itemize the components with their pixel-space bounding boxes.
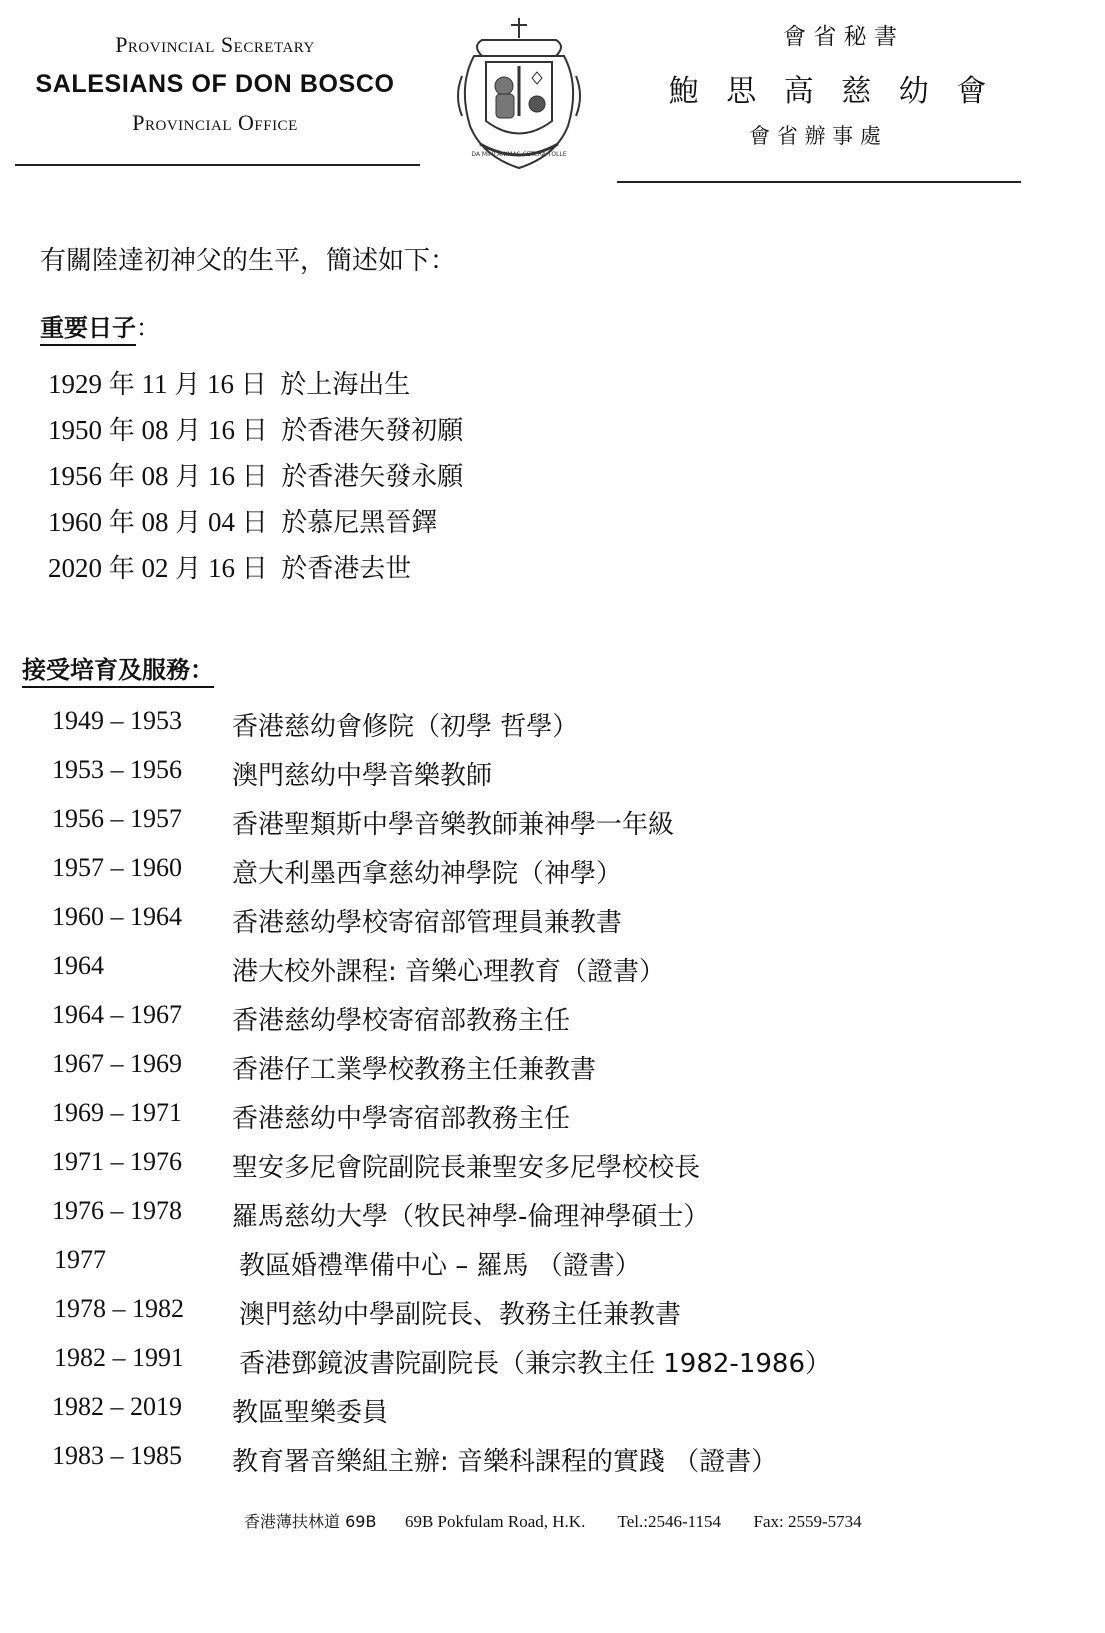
service-years: 1957 – 1960 bbox=[52, 853, 182, 882]
service-years: 1964 – 1967 bbox=[52, 1000, 182, 1029]
service-description: 香港仔工業學校教務主任兼教書 bbox=[232, 1055, 597, 1085]
salesian-crest-logo bbox=[452, 16, 587, 178]
service-list bbox=[52, 706, 1092, 1490]
service-years: 1982 – 2019 bbox=[52, 1392, 182, 1421]
date-row: 1929 年 11 月 16 日 於上海出生 bbox=[48, 369, 411, 400]
service-description: 教區聖樂委員 bbox=[232, 1398, 389, 1428]
service-row bbox=[52, 1147, 1092, 1196]
service-description: 香港鄧鏡波書院副院長（兼宗教主任 1982-1986） bbox=[239, 1349, 831, 1379]
service-section-heading bbox=[22, 650, 214, 685]
dates-list bbox=[48, 364, 463, 594]
service-years: 1982 – 1991 bbox=[54, 1343, 184, 1372]
header-provincial-secretary: Provincial Secretary bbox=[115, 32, 315, 57]
dates-section-heading: 重要日子： bbox=[40, 308, 160, 343]
service-years: 1967 – 1969 bbox=[52, 1049, 182, 1078]
service-description: 香港慈幼中學寄宿部教務主任 bbox=[232, 1104, 571, 1134]
service-years: 1976 – 1978 bbox=[52, 1196, 182, 1225]
header-provincial-office: Provincial Office bbox=[132, 110, 298, 135]
service-years: 1953 – 1956 bbox=[52, 755, 182, 784]
service-description: 聖安多尼會院副院長兼聖安多尼學校校長 bbox=[232, 1153, 701, 1183]
crest-motto: DA MIHI ANIMAS CETERA TOLLE bbox=[471, 151, 567, 158]
header-org-name-zh: 鮑 思 高 慈 幼 會 bbox=[668, 74, 987, 109]
service-years: 1978 – 1982 bbox=[54, 1294, 184, 1323]
service-row bbox=[52, 706, 1092, 755]
service-description: 意大利墨西拿慈幼神學院（神學） bbox=[232, 859, 623, 889]
service-description: 教育署音樂組主辦: 音樂科課程的實踐 （證書） bbox=[232, 1447, 778, 1477]
date-row: 2020 年 02 月 16 日 於香港去世 bbox=[48, 553, 412, 584]
header-provincial-secretary-zh: 會 省 秘 書 bbox=[783, 24, 897, 50]
service-years: 1977 bbox=[54, 1245, 106, 1274]
service-row bbox=[52, 755, 1092, 804]
service-description: 香港慈幼學校寄宿部教務主任 bbox=[232, 1006, 571, 1036]
header-org-name: SALESIANS OF DON BOSCO bbox=[35, 70, 395, 98]
service-years: 1949 – 1953 bbox=[52, 706, 182, 735]
service-row bbox=[52, 1343, 1092, 1392]
service-row bbox=[52, 1245, 1092, 1294]
service-description: 港大校外課程: 音樂心理教育（證書） bbox=[232, 957, 666, 987]
service-description: 教區婚禮準備中心 – 羅馬 （證書） bbox=[239, 1251, 641, 1281]
service-row bbox=[52, 853, 1092, 902]
footer-tel: Tel.:2546-1154 bbox=[617, 1512, 722, 1531]
service-row bbox=[52, 1441, 1092, 1490]
date-row: 1960 年 08 月 04 日 於慕尼黑晉鐸 bbox=[48, 507, 438, 538]
header-provincial-office-zh: 會 省 辦 事 處 bbox=[749, 124, 881, 148]
service-description: 澳門慈幼中學音樂教師 bbox=[232, 761, 493, 791]
service-row bbox=[52, 1049, 1092, 1098]
service-description: 香港慈幼學校寄宿部管理員兼教書 bbox=[232, 908, 623, 938]
service-row bbox=[52, 902, 1092, 951]
service-row bbox=[52, 1294, 1092, 1343]
service-description: 香港聖類斯中學音樂教師兼神學一年級 bbox=[232, 810, 675, 840]
footer-address-en: 69B Pokfulam Road, H.K. bbox=[404, 1512, 586, 1531]
service-row bbox=[52, 1196, 1092, 1245]
service-years: 1960 – 1964 bbox=[52, 902, 182, 931]
footer-address-zh: 香港薄扶林道 69B bbox=[244, 1512, 377, 1531]
date-row: 1950 年 08 月 16 日 於香港矢發初願 bbox=[48, 415, 464, 446]
service-row bbox=[52, 951, 1092, 1000]
service-section-title: 接受培育及服務： bbox=[22, 655, 214, 688]
service-years: 1983 – 1985 bbox=[52, 1441, 182, 1470]
service-years: 1971 – 1976 bbox=[52, 1147, 182, 1176]
date-row: 1956 年 08 月 16 日 於香港矢發永願 bbox=[48, 461, 464, 492]
service-row bbox=[52, 1000, 1092, 1049]
service-row bbox=[52, 804, 1092, 853]
header-right-rule bbox=[617, 181, 1021, 183]
service-description: 澳門慈幼中學副院長、教務主任兼教書 bbox=[239, 1300, 682, 1330]
service-years: 1969 – 1971 bbox=[52, 1098, 182, 1127]
service-description: 香港慈幼會修院（初學 哲學） bbox=[232, 712, 579, 742]
service-years: 1964 bbox=[52, 951, 104, 980]
service-description: 羅馬慈幼大學（牧民神學-倫理神學碩士） bbox=[232, 1202, 710, 1232]
service-row bbox=[52, 1392, 1092, 1441]
intro-text: 有關陸達初神父的生平，簡述如下： bbox=[40, 246, 457, 276]
service-years: 1956 – 1957 bbox=[52, 804, 182, 833]
header-left-rule bbox=[15, 164, 420, 166]
footer-fax: Fax: 2559-5734 bbox=[753, 1512, 862, 1531]
footer bbox=[244, 1509, 862, 1532]
dates-section-title: 重要日子 bbox=[40, 313, 136, 346]
service-row bbox=[52, 1098, 1092, 1147]
